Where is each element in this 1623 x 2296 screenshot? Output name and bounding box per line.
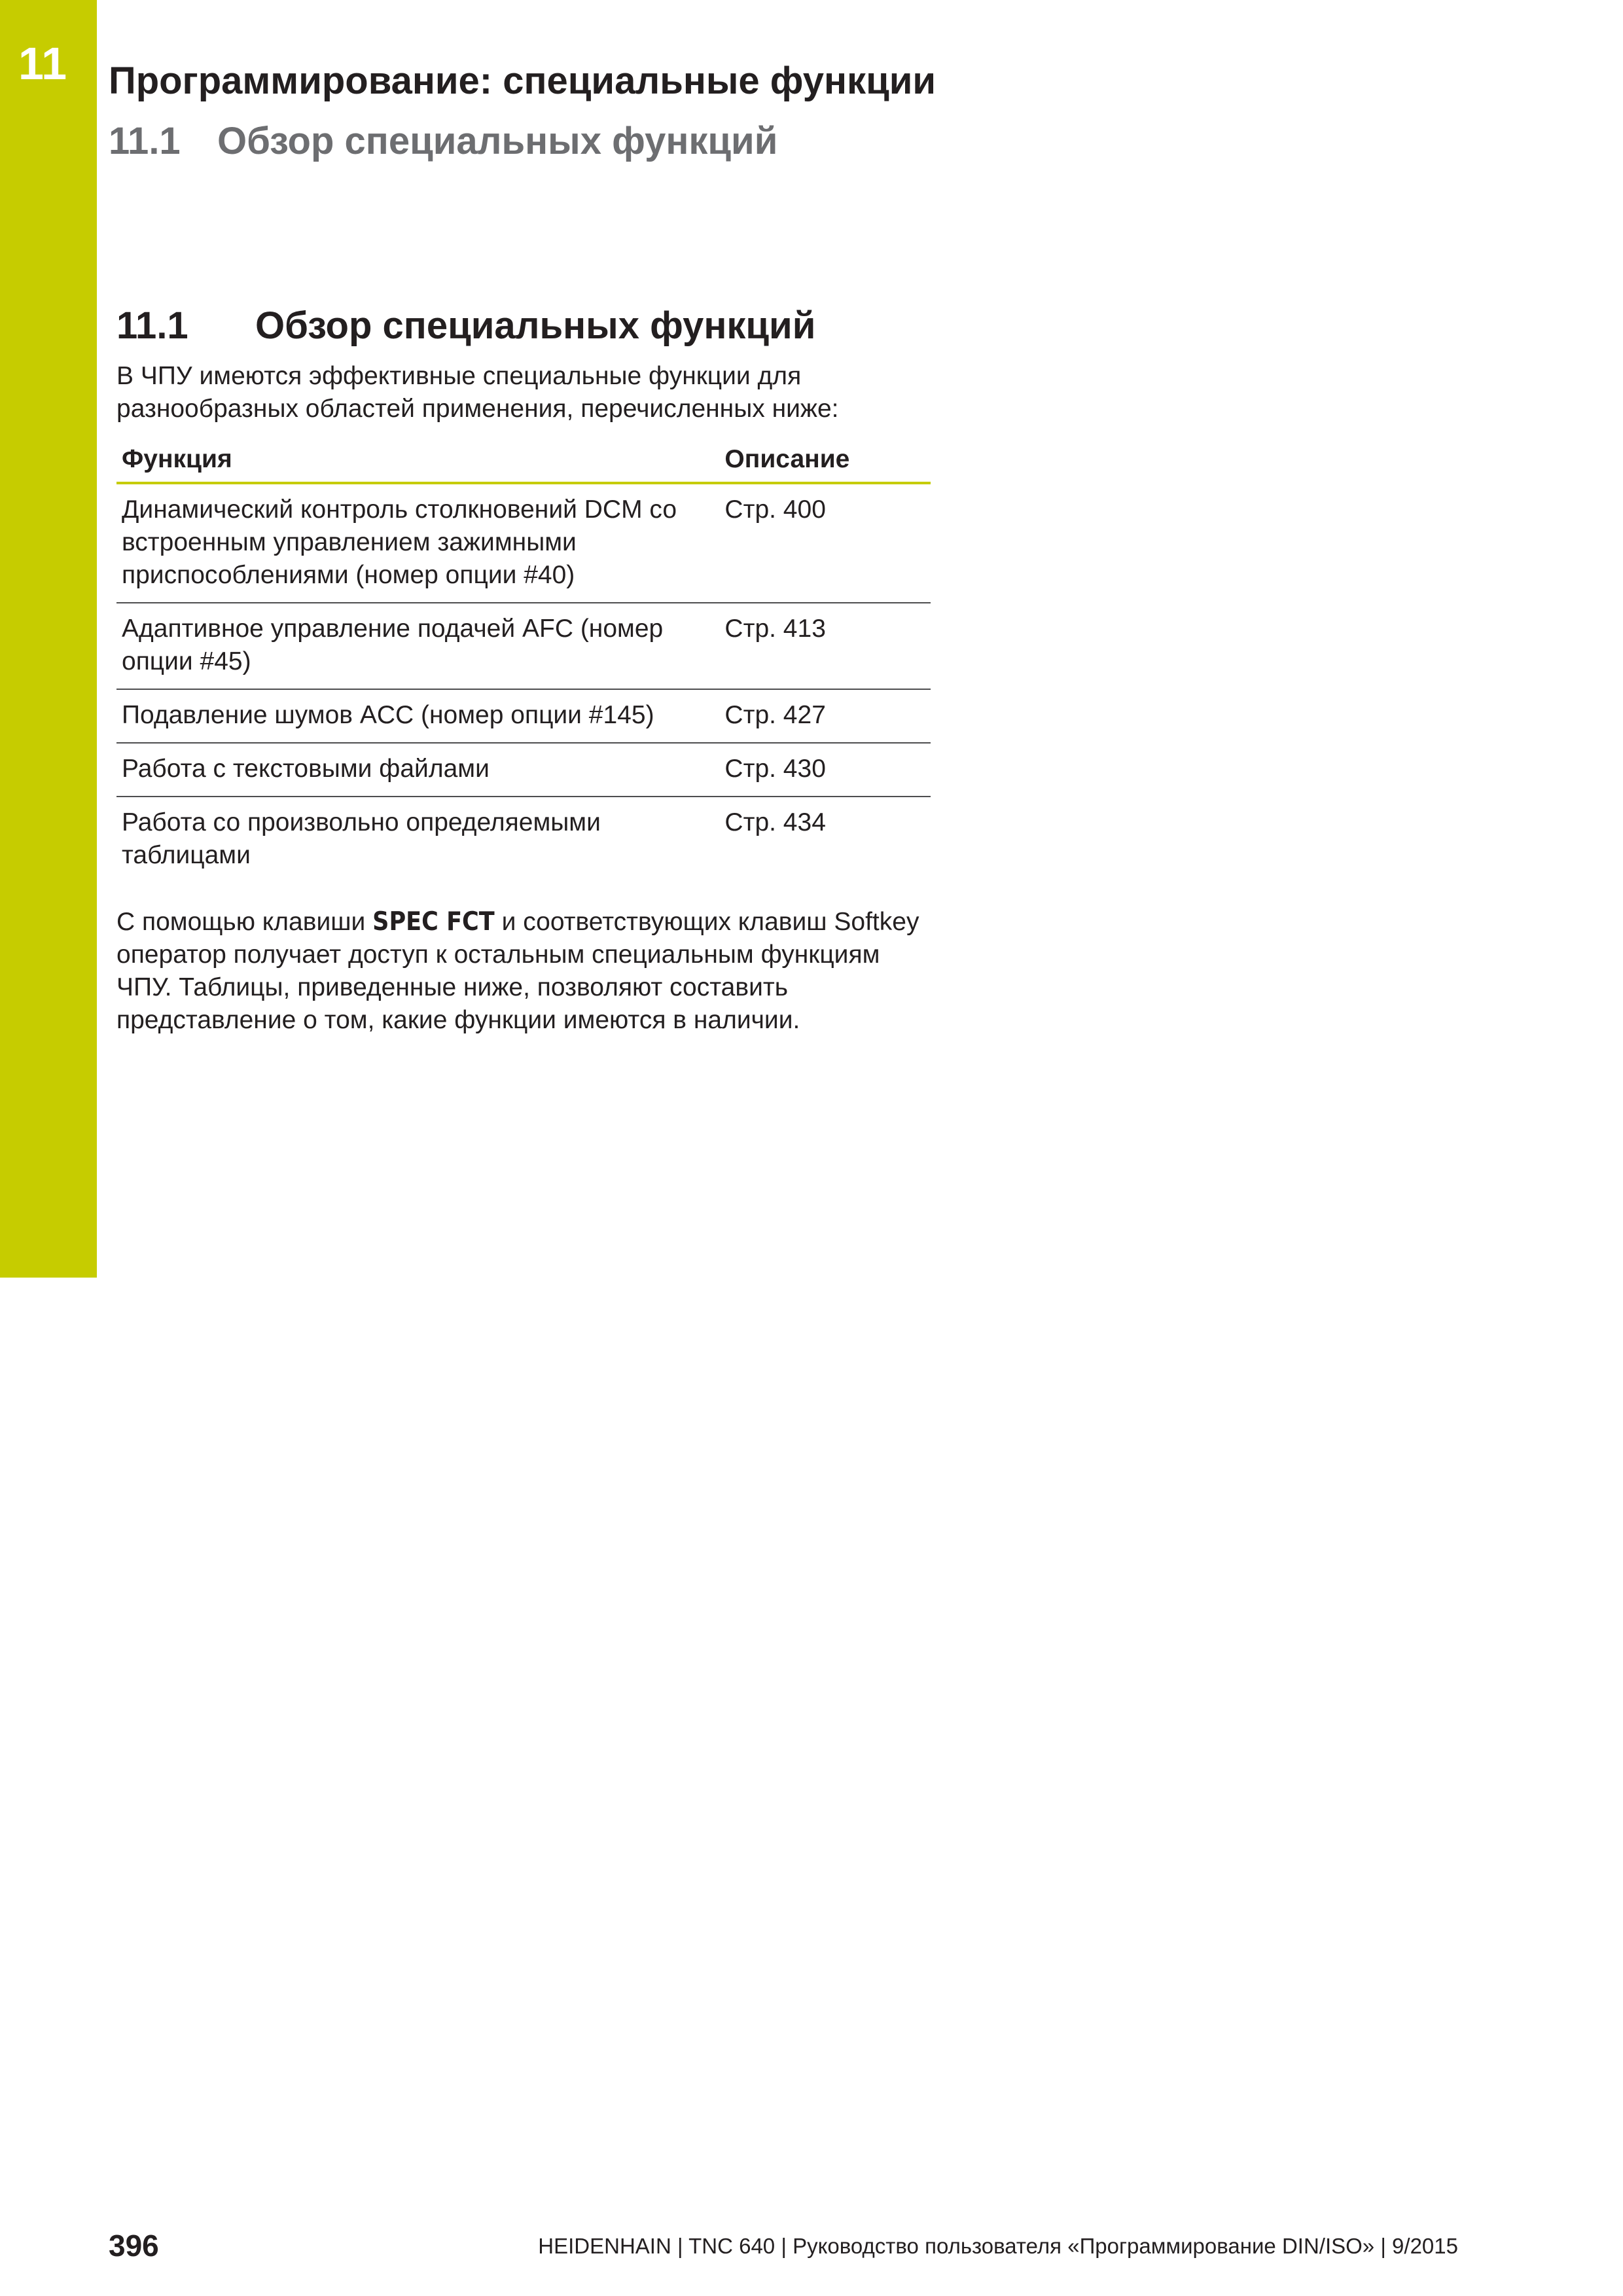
table-row xyxy=(116,603,931,689)
header-description: Описание xyxy=(719,439,931,483)
header-function: Функция xyxy=(116,439,719,483)
spec-fct-key: SPEC FCT xyxy=(372,906,495,937)
row-page-link[interactable]: Стр. 434 xyxy=(724,808,826,836)
row-function: Динамический контроль столкновений DCM со встроенным управлением зажимными приспособлениями (номер опции #40) xyxy=(116,483,719,603)
running-chapter-title: Программирование: специальные функции xyxy=(109,60,936,102)
section-number: 11.1 xyxy=(116,304,188,347)
section-title: Обзор специальных функций xyxy=(255,304,816,347)
footer-text: HEIDENHAIN | TNC 640 | Руководство пользователя «Программирование DIN/ISO» | 9/2015 xyxy=(538,2234,1458,2258)
row-page-link[interactable]: Стр. 427 xyxy=(719,689,931,743)
running-section-title xyxy=(109,120,777,162)
closing-text-start: С помощью клавиши xyxy=(116,907,373,936)
table-row xyxy=(116,689,931,743)
closing-paragraph xyxy=(116,906,931,1037)
running-section-number: 11.1 xyxy=(109,120,181,162)
main-content xyxy=(116,305,931,1037)
section-heading xyxy=(116,305,931,347)
row-page-link[interactable]: Стр. 430 xyxy=(719,743,931,797)
row-page-link[interactable]: Стр. 400 xyxy=(719,483,931,603)
row-page-link[interactable]: Стр. 413 xyxy=(719,603,931,689)
row-function: Адаптивное управление подачей AFC (номер опции #45) xyxy=(116,603,719,689)
table-header-row xyxy=(116,439,931,483)
closing-text-end: и соответствующих клавиш Softkey оператор получает доступ к остальным специальным функциям ЧПУ. Таблицы, приведенные ниже, позволяют составить представление о том, какие функции имеются в наличии. xyxy=(116,907,919,1034)
row-function: Подавление шумов ACC (номер опции #145) xyxy=(116,689,719,743)
intro-paragraph: В ЧПУ имеются эффективные специальные функции для разнообразных областей применения, перечисленных ниже: xyxy=(116,361,839,423)
table-row xyxy=(116,797,931,882)
chapter-side-bar xyxy=(0,0,97,1278)
table-row xyxy=(116,743,931,797)
functions-table xyxy=(116,439,931,882)
row-function: Работа со произвольно определяемыми таблицами xyxy=(122,808,601,869)
table-row xyxy=(116,483,931,603)
running-section-name: Обзор специальных функций xyxy=(217,120,778,162)
chapter-number-tab: 11 xyxy=(18,38,67,89)
row-function: Работа с текстовыми файлами xyxy=(116,743,719,797)
page-number: 396 xyxy=(109,2229,159,2263)
